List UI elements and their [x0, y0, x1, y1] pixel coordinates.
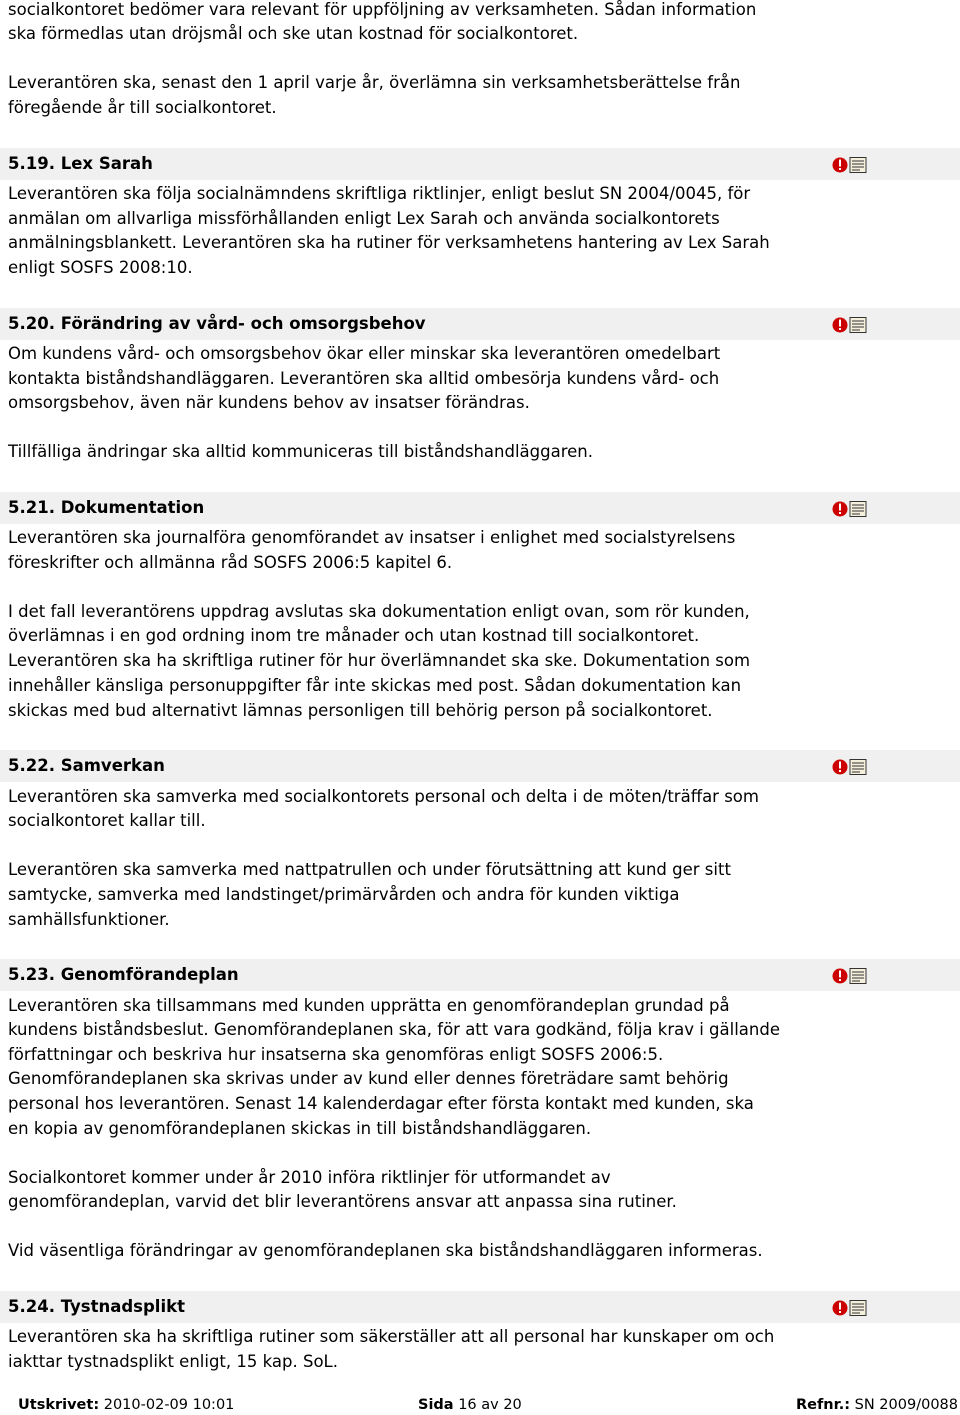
text-line: skickas med bud alternativt lämnas personligen till behörig person på socialkontoret.: [8, 701, 713, 720]
section-title: 5.21. Dokumentation: [8, 498, 205, 517]
text-line: kundens biståndsbeslut. Genomförandeplanen ska, för att vara godkänd, följa krav i gällande: [8, 1020, 781, 1039]
section-header-genomforandeplan: [0, 959, 960, 991]
text-line: Om kundens vård- och omsorgsbehov ökar eller minskar ska leverantören omedelbart: [8, 344, 721, 363]
section-title: 5.23. Genomförandeplan: [8, 965, 239, 984]
text-line: Leverantören ska samverka med nattpatrullen och under förutsättning att kund ger sitt: [8, 860, 731, 879]
text-line: personal hos leverantören. Senast 14 kalenderdagar efter första kontakt med kunden, ska: [8, 1094, 754, 1113]
text-line: samhällsfunktioner.: [8, 910, 170, 929]
section-header-lex-sarah: [0, 148, 960, 180]
page-footer: [0, 1396, 960, 1415]
section-title: 5.22. Samverkan: [8, 756, 165, 775]
section-title: 5.19. Lex Sarah: [8, 154, 153, 173]
notes-icon: [850, 158, 866, 173]
notes-icon: [850, 1301, 866, 1316]
notes-icon: [850, 502, 866, 517]
notes-icon: [850, 760, 866, 775]
text-line: Socialkontoret kommer under år 2010 införa riktlinjer för utformandet av: [8, 1168, 611, 1187]
text-line: enligt SOSFS 2008:10.: [8, 258, 193, 277]
section-header-tystnadsplikt: [0, 1291, 960, 1323]
text-line: Tillfälliga ändringar ska alltid kommuniceras till biståndshandläggaren.: [8, 442, 594, 461]
footer-page-label: Sida: [418, 1397, 454, 1413]
text-line: genomförandeplan, varvid det blir leverantörens ansvar att anpassa sina rutiner.: [8, 1192, 677, 1211]
warning-icon: [833, 969, 848, 984]
intro-line-1: socialkontoret bedömer vara relevant för uppföljning av verksamheten. Sådan information: [8, 0, 757, 19]
text-line: Vid väsentliga förändringar av genomförandeplanen ska biståndshandläggaren informeras.: [8, 1241, 763, 1260]
text-line: Leverantören ska ha skriftliga rutiner för hur överlämnandet ska ske. Dokumentation som: [8, 651, 751, 670]
footer-ref-value: SN 2009/0088: [854, 1397, 958, 1413]
section-header-samverkan: [0, 750, 960, 782]
text-line: Leverantören ska ha skriftliga rutiner som säkerställer att all personal har kunskaper om och: [8, 1327, 775, 1346]
text-line: I det fall leverantörens uppdrag avslutas ska dokumentation enligt ovan, som rör kunden,: [8, 602, 750, 621]
footer-page: [418, 1396, 522, 1415]
section-header-vardbehov: [0, 308, 960, 340]
intro-para2-line-2: föregående år till socialkontoret.: [8, 98, 277, 117]
text-line: Genomförandeplanen ska skrivas under av kund eller dennes företrädare samt behörig: [8, 1069, 729, 1088]
text-line: en kopia av genomförandeplanen skickas in till biståndshandläggaren.: [8, 1119, 592, 1138]
text-line: författningar och beskriva hur insatserna ska genomföras enligt SOSFS 2006:5.: [8, 1045, 664, 1064]
intro-para2-line-1: Leverantören ska, senast den 1 april varje år, överlämna sin verksamhetsberättelse från: [8, 73, 741, 92]
warning-icon: [833, 1301, 848, 1316]
text-line: Leverantören ska samverka med socialkontorets personal och delta i de möten/träffar som: [8, 787, 759, 806]
text-line: Leverantören ska journalföra genomförandet av insatser i enlighet med socialstyrelsens: [8, 528, 736, 547]
text-line: samtycke, samverka med landstinget/primärvården och andra för kunden viktiga: [8, 885, 680, 904]
section-title: 5.20. Förändring av vård- och omsorgsbehov: [8, 314, 426, 333]
footer-ref: [796, 1396, 958, 1415]
text-line: iakttar tystnadsplikt enligt, 15 kap. SoL.: [8, 1352, 338, 1371]
section-icons: [832, 156, 868, 174]
text-line: föreskrifter och allmänna råd SOSFS 2006:5 kapitel 6.: [8, 553, 453, 572]
warning-icon: [833, 502, 848, 517]
text-line: Leverantören ska tillsammans med kunden upprätta en genomförandeplan grundad på: [8, 996, 730, 1015]
footer-printed: [18, 1396, 234, 1415]
section-title: 5.24. Tystnadsplikt: [8, 1297, 185, 1316]
section-icons: [832, 1299, 868, 1317]
footer-printed-value: 2010-02-09 10:01: [103, 1397, 235, 1413]
text-line: anmälningsblankett. Leverantören ska ha rutiner för verksamhetens hantering av Lex Sarah: [8, 233, 770, 252]
footer-ref-label: Refnr.:: [796, 1397, 851, 1413]
notes-icon: [850, 969, 866, 984]
warning-icon: [833, 318, 848, 333]
section-icons: [832, 316, 868, 334]
section-header-dokumentation: [0, 492, 960, 524]
text-line: anmälan om allvarliga missförhållanden enligt Lex Sarah och använda socialkontorets: [8, 209, 720, 228]
footer-printed-label: Utskrivet:: [18, 1397, 100, 1413]
warning-icon: [833, 760, 848, 775]
section-icons: [832, 967, 868, 985]
text-line: överlämnas i en god ordning inom tre månader och utan kostnad till socialkontoret.: [8, 626, 700, 645]
text-line: socialkontoret kallar till.: [8, 811, 206, 830]
text-line: innehåller känsliga personuppgifter får inte skickas med post. Sådan dokumentation kan: [8, 676, 742, 695]
section-icons: [832, 500, 868, 518]
intro-line-2: ska förmedlas utan dröjsmål och ske utan kostnad för socialkontoret.: [8, 24, 579, 43]
section-icons: [832, 758, 868, 776]
footer-page-value: 16 av 20: [458, 1397, 522, 1413]
warning-icon: [833, 158, 848, 173]
notes-icon: [850, 318, 866, 333]
text-line: kontakta biståndshandläggaren. Leverantören ska alltid ombesörja kundens vård- och: [8, 369, 720, 388]
text-line: omsorgsbehov, även när kundens behov av insatser förändras.: [8, 393, 530, 412]
text-line: Leverantören ska följa socialnämndens skriftliga riktlinjer, enligt beslut SN 2004/0045, för: [8, 184, 751, 203]
